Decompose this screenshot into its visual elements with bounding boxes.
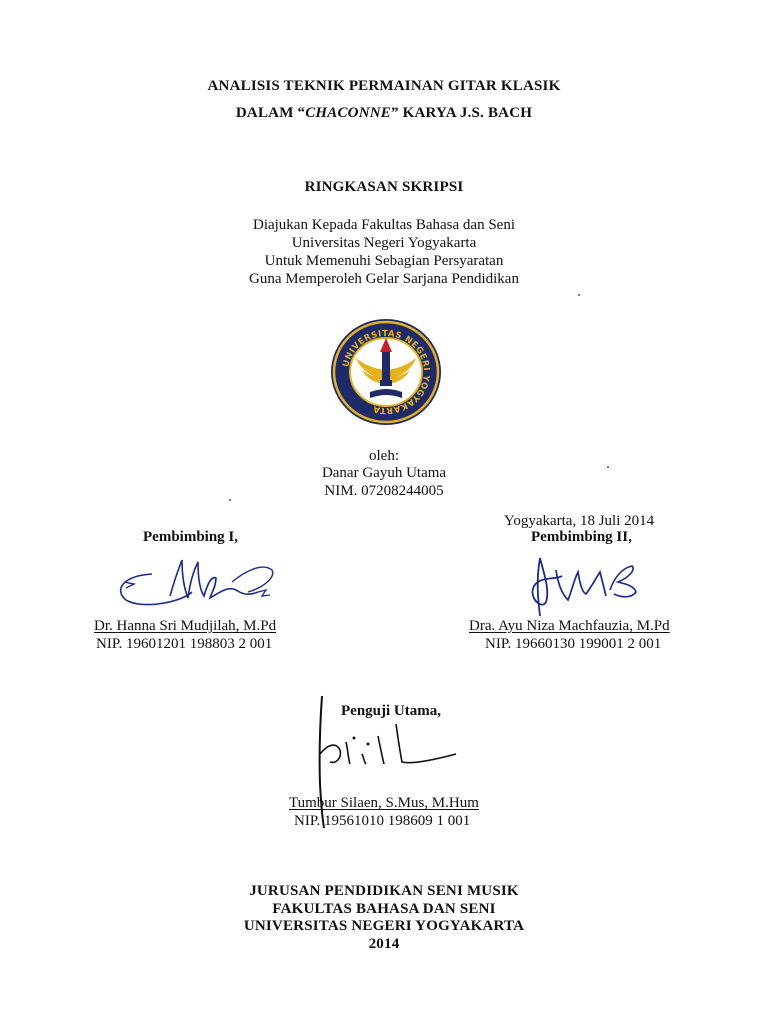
examiner-nip: NIP. 19561010 198609 1 001 <box>294 813 471 829</box>
institution-faculty: FAKULTAS BAHASA DAN SENI <box>272 901 496 917</box>
thesis-title-line-2: DALAM “CHACONNE” KARYA J.S. BACH <box>235 105 533 121</box>
thesis-title-line-1: ANALISIS TEKNIK PERMAINAN GITAR KLASIK <box>207 78 561 94</box>
author-nim: NIM. 07208244005 <box>324 483 444 499</box>
supervisor-1-name: Dr. Hanna Sri Mudjilah, M.Pd <box>94 618 277 634</box>
seal-ring-text: UNIVERSITAS NEGERI YOGYAKARTA <box>341 328 432 416</box>
supervisor-1-role: Pembimbing I, <box>143 529 239 545</box>
author-name: Danar Gayuh Utama <box>321 465 447 481</box>
supervisor-2-name: Dra. Ayu Niza Machfauzia, M.Pd <box>469 618 670 634</box>
submission-line-2: Universitas Negeri Yogyakarta <box>291 235 477 251</box>
work-title: CHACONNE <box>305 105 391 121</box>
place-date: Yogyakarta, 18 Juli 2014 <box>504 513 655 529</box>
examiner-name: Tumbur Silaen, S.Mus, M.Hum <box>289 795 479 811</box>
document-type: RINGKASAN SKRIPSI <box>304 179 464 195</box>
scan-speck <box>578 294 580 296</box>
scan-speck <box>607 466 609 468</box>
scan-speck <box>229 499 231 501</box>
author-by-label: oleh: <box>369 448 399 464</box>
supervisor-2-nip: NIP. 19660130 199001 2 001 <box>485 636 662 652</box>
supervisor-2-signature <box>510 550 650 620</box>
supervisor-1-nip: NIP. 19601201 198803 2 001 <box>96 636 273 652</box>
examiner-role: Penguji Utama, <box>341 703 441 719</box>
submission-line-3: Untuk Memenuhi Sebagian Persyaratan <box>264 253 504 269</box>
submission-line-4: Guna Memperoleh Gelar Sarjana Pendidikan <box>249 271 519 287</box>
institution-year: 2014 <box>368 936 400 952</box>
institution-department: JURUSAN PENDIDIKAN SENI MUSIK <box>249 883 519 899</box>
supervisor-1-signature <box>112 552 282 612</box>
university-seal-logo <box>330 318 442 426</box>
supervisor-2-role: Pembimbing II, <box>531 529 632 545</box>
submission-line-1: Diajukan Kepada Fakultas Bahasa dan Seni <box>252 217 515 233</box>
institution-university: UNIVERSITAS NEGERI YOGYAKARTA <box>243 918 525 934</box>
